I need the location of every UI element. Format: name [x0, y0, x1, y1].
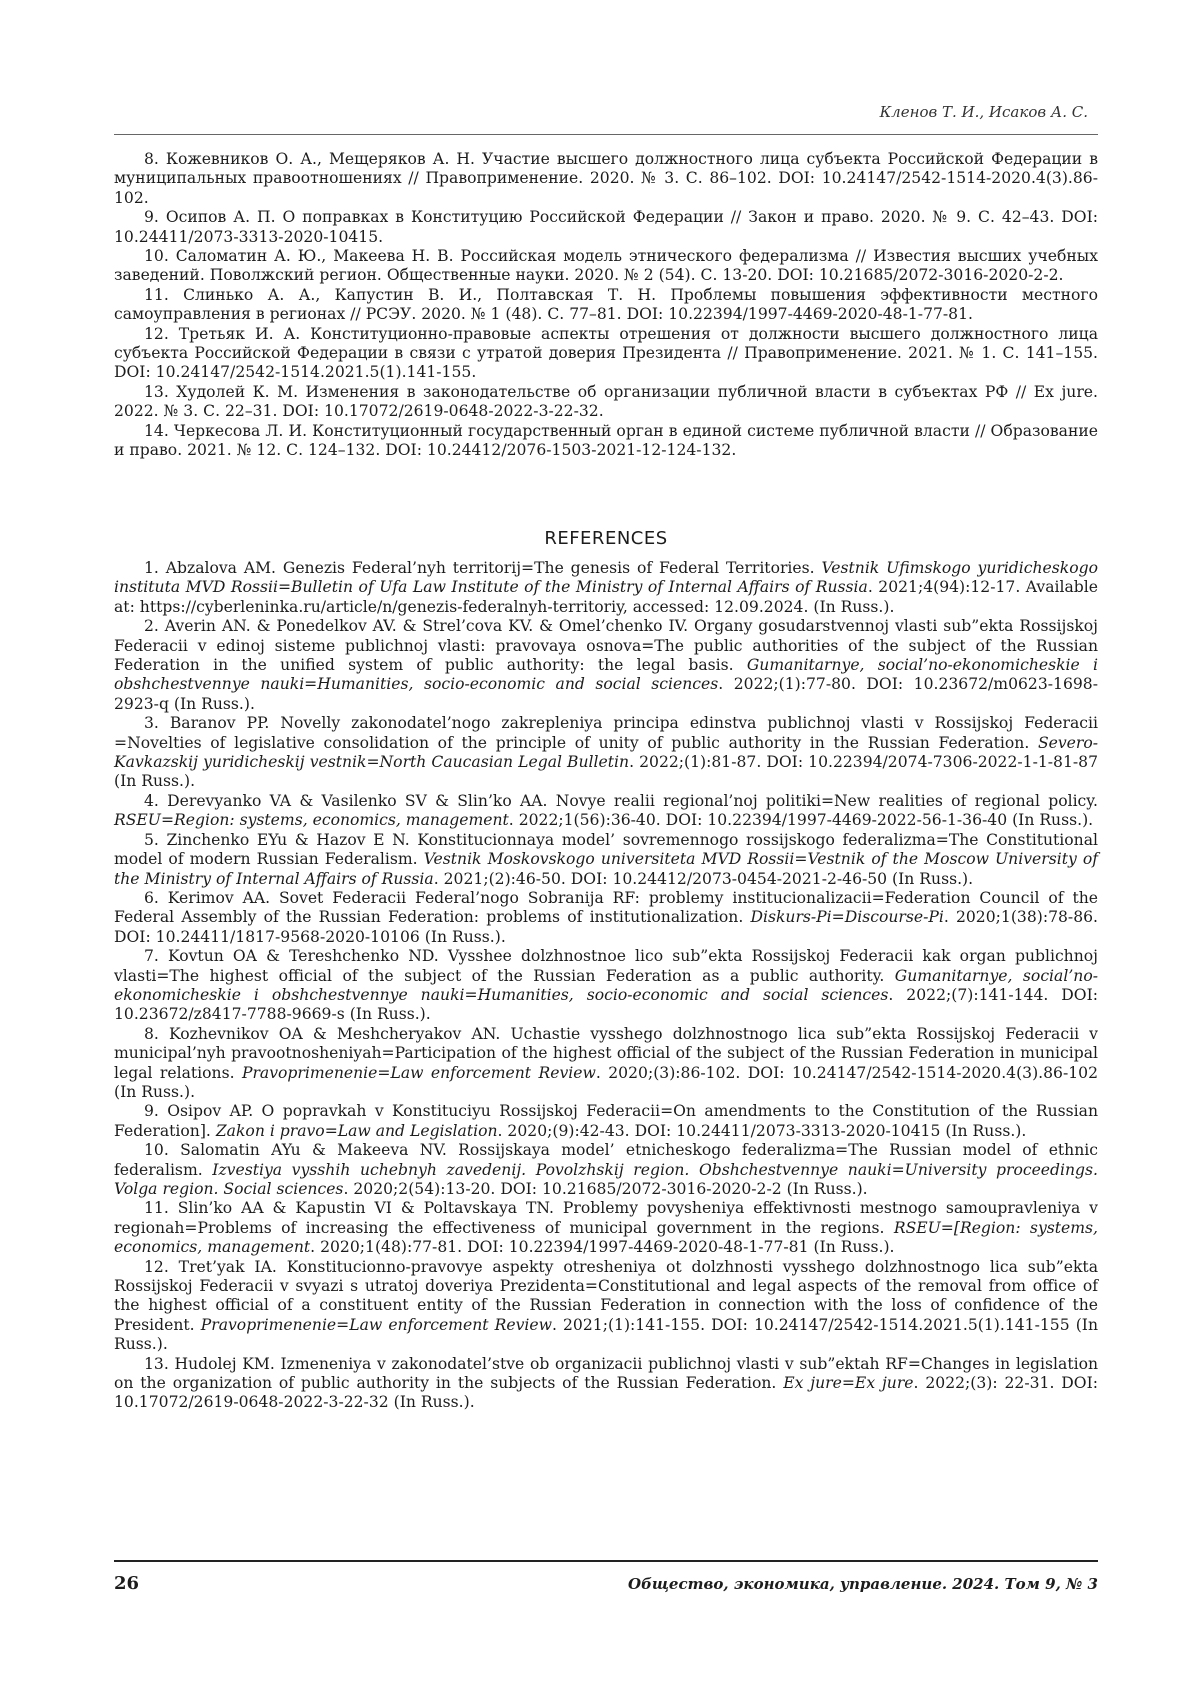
references-heading: REFERENCES — [544, 528, 668, 549]
reference-en-11: 11. Slin’ko AA & Kapustin VI & Poltavskaya TN. Problemy povysheniya effektivnosti mestnogo samoupravleniya v regionah=Problems of increasing the effectiveness of municipal government in the regions. RSEU=[Region: systems, economics, management. 2020;1(48):77-81. DOI: 10.22394/1997-4469-2020-48-1-77-81 (In Russ.). — [114, 1199, 1098, 1257]
reference-en-9: 9. Osipov AP. O popravkah v Konstituciyu Rossijskoj Federacii=On amendments to the Constitution of the Russian Federation]. Zakon i pravo=Law and Legislation. 2020;(9):42-43. DOI: 10.24411/2073-3313-2020-10415 (In Russ.). — [114, 1102, 1098, 1140]
running-header-authors: Кленов Т. И., Исаков А. С. — [879, 103, 1088, 121]
references-russian-list — [114, 150, 1098, 461]
reference-en-8: 8. Kozhevnikov OA & Meshcheryakov AN. Uchastie vysshego dolzhnostnogo lica sub”ekta Rossijskoj Federacii v municipal’nyh pravootnosheniyah=Participation of the highest official of the subject of the Russian Federation in municipal legal relations. Pravoprimenenie=Law enforcement Review. 2020;(3):86-102. DOI: 10.24147/2542-1514-2020.4(3).86-102 (In Russ.). — [114, 1024, 1098, 1101]
reference-ru-11: 11. Слинько А. А., Капустин В. И., Полтавская Т. Н. Проблемы повышения эффективности местного самоуправления в регионах // РСЭУ. 2020. № 1 (48). С. 77–81. DOI: 10.22394/1997-4469-2020-48-1-77-81. — [114, 285, 1098, 324]
reference-en-7: 7. Kovtun OA & Tereshchenko ND. Vysshee dolzhnostnoe lico sub”ekta Rossijskoj Federacii kak organ publichnoj vlasti=The highest official of the subject of the Russian Federation as a public authority. Gumanitarnye, social’no-ekonomicheskie i obshchestvennye nauki=Humanities, socio-economic and social sciences. 2022;(7):141-144. DOI: 10.23672/z8417-7788-9669-s (In Russ.). — [114, 947, 1099, 1024]
reference-ru-9: 9. Осипов А. П. О поправках в Конституцию Российской Федерации // Закон и право. 2020. № 9. С. 42–43. DOI: 10.24411/2073-3313-2020-10415. — [114, 208, 1098, 246]
reference-en-2: 2. Averin AN. & Ponedelkov AV. & Strel’cova KV. & Omel’chenko IV. Organy gosudarstvennoj vlasti sub”ekta Rossijskoj Federacii v edinoj sisteme publichnoj vlasti: pravovaya osnova=The public authorities of the subject of the Russian Federation in the unified system of public authority: the legal basis. Gumanitarnye, social’no-ekonomicheskie i obshchestvennye nauki=Humanities, socio-economic and social sciences. 2022;(1):77-80. DOI: 10.23672/m0623-1698-2923-q (In Russ.). — [114, 617, 1098, 713]
reference-ru-14: 14. Черкесова Л. И. Конституционный государственный орган в единой системе публичной власти // Образование и право. 2021. № 12. С. 124–132. DOI: 10.24412/2076-1503-2021-12-124-132. — [114, 421, 1098, 460]
reference-en-6: 6. Kerimov AA. Sovet Federacii Federal’nogo Sobranija RF: problemy institucionalizacii=Federation Council of the Federal Assembly of the Russian Federation: problems of institutionalization. Diskurs-Pi=Discourse-Pi. 2020;1(38):78-86. DOI: 10.24411/1817-9568-2020-10106 (In Russ.). — [114, 888, 1099, 946]
footer-divider — [114, 1560, 1098, 1562]
journal-citation: Общество, экономика, управление. 2024. Том 9, № 3 — [628, 1575, 1098, 1593]
reference-ru-13: 13. Худолей К. М. Изменения в законодательстве об организации публичной власти в субъектах РФ // Ex jure. 2022. № 3. С. 22–31. DOI: 10.17072/2619-0648-2022-3-22-32. — [114, 382, 1098, 421]
reference-ru-10: 10. Саломатин А. Ю., Макеева Н. В. Российская модель этнического федерализма // Известия высших учебных заведений. Поволжский регион. Общественные науки. 2020. № 2 (54). С. 13-20. DOI: 10.21685/2072-3016-2020-2-2. — [114, 247, 1098, 285]
reference-ru-8: 8. Кожевников О. А., Мещеряков А. Н. Участие высшего должностного лица субъекта Российской Федерации в муниципальных правоотношениях // Правоприменение. 2020. № 3. С. 86–102. DOI: 10.24147/2542-1514-2020.4(3).86-102. — [114, 150, 1098, 207]
page-number: 26 — [114, 1573, 140, 1594]
reference-en-4: 4. Derevyanko VA & Vasilenko SV & Slin’ko AA. Novye realii regional’noj politiki=New realities of regional policy. RSEU=Region: systems, economics, management. 2022;1(56):36-40. DOI: 10.22394/1997-4469-2022-56-1-36-40 (In Russ.). — [114, 791, 1098, 830]
reference-ru-12: 12. Третьяк И. А. Конституционно-правовые аспекты отрешения от должности высшего должностного лица субъекта Российской Федерации в связи с утратой доверия Президента // Правоприменение. 2021. № 1. С. 141–155. DOI: 10.24147/2542-1514.2021.5(1).141-155. — [114, 324, 1098, 382]
reference-en-10: 10. Salomatin AYu & Makeeva NV. Rossijskaya model’ etnicheskogo federalizma=The Russian model of ethnic federalism. Izvestiya vysshih uchebnyh zavedenij. Povolzhskij region. Obshchestvennye nauki=University proceedings. Volga region. Social sciences. 2020;2(54):13-20. DOI: 10.21685/2072-3016-2020-2-2 (In Russ.). — [114, 1141, 1098, 1198]
reference-en-12: 12. Tret’yak IA. Konstitucionno-pravovye aspekty otresheniya ot dolzhnosti vysshego dolzhnostnogo lica sub”ekta Rossijskoj Federacii v svyazi s utratoj doveriya Prezidenta=Constitutional and legal aspects of the removal from office of the highest official of a constituent entity of the Russian Federation in connection with the loss of confidence of the President. Pravoprimenenie=Law enforcement Review. 2021;(1):141-155. DOI: 10.24147/2542-1514.2021.5(1).141-155 (In Russ.). — [114, 1257, 1098, 1354]
header-divider — [114, 134, 1098, 135]
references-english-list — [114, 559, 1098, 1413]
reference-en-1: 1. Abzalova AM. Genezis Federal’nyh territorij=The genesis of Federal Territories. Vestnik Ufimskogo yuridicheskogo instituta MVD Rossii=Bulletin of Ufa Law Institute of the Ministry of Internal Affairs of Russia. 2021;4(94):12-17. Available at: https://cyberleninka.ru/article/n/genezis-federalnyh-territoriy, accessed: 12.09.2024. (In Russ.). — [114, 559, 1099, 616]
reference-en-3: 3. Baranov PP. Novelly zakonodatel’nogo zakrepleniya principa edinstva publichnoj vlasti v Rossijskoj Federacii =Novelties of legislative consolidation of the principle of unity of public authority in the Russian Federation. Severo-Kavkazskij yuridicheskij vestnik=North Caucasian Legal Bulletin. 2022;(1):81-87. DOI: 10.22394/2074-7306-2022-1-1-81-87 (In Russ.). — [114, 714, 1098, 791]
reference-en-5: 5. Zinchenko EYu & Hazov E N. Konstitucionnaya model’ sovremennogo rossijskogo federalizma=The Constitutional model of modern Russian Federalism. Vestnik Moskovskogo universiteta MVD Rossii=Vestnik of the Moscow University of the Ministry of Internal Affairs of Russia. 2021;(2):46-50. DOI: 10.24412/2073-0454-2021-2-46-50 (In Russ.). — [114, 830, 1098, 888]
reference-en-13: 13. Hudolej KM. Izmeneniya v zakonodatel’stve ob organizacii publichnoj vlasti v sub”ektah RF=Changes in legislation on the organization of public authority in the subjects of the Russian Federation. Ex jure=Ex jure. 2022;(3): 22-31. DOI: 10.17072/2619-0648-2022-3-22-32 (In Russ.). — [114, 1354, 1098, 1412]
